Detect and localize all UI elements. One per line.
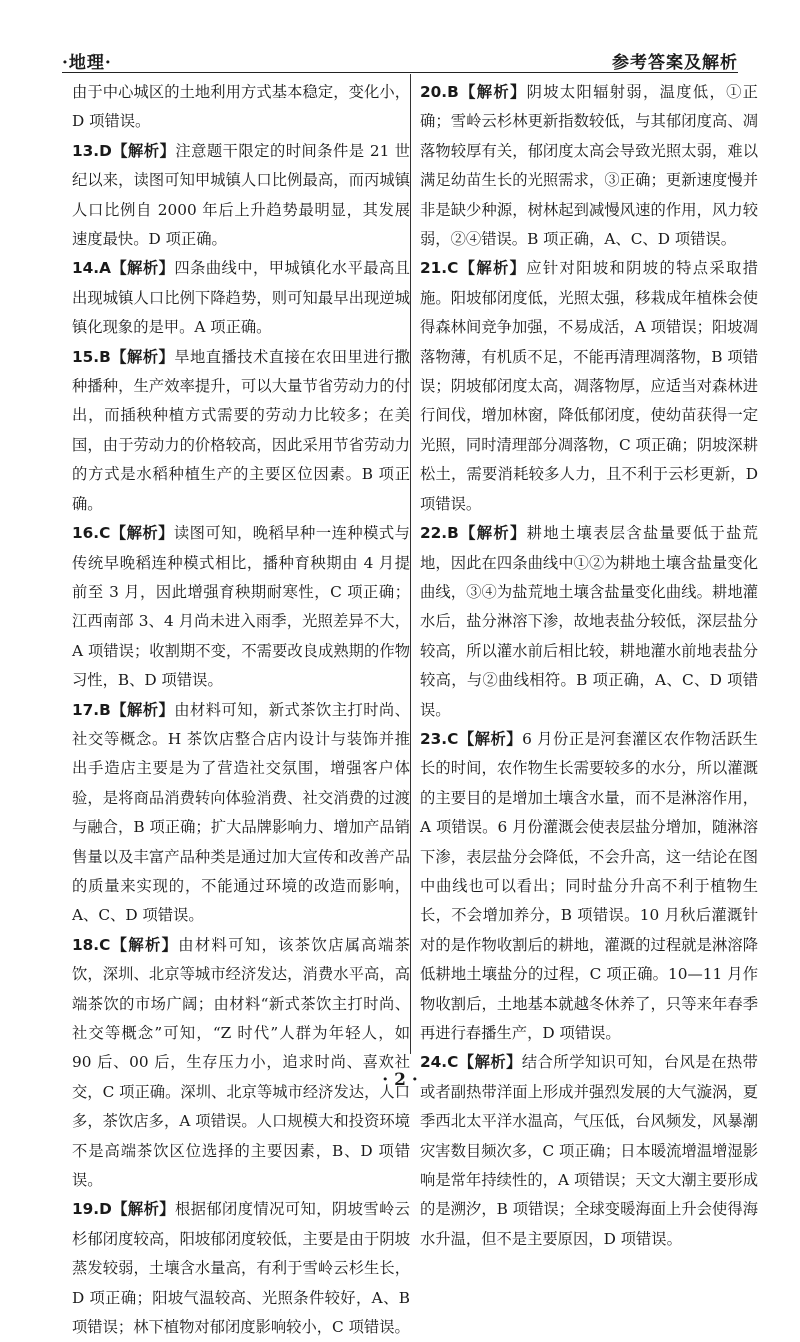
answer-item: 14.A【解析】四条曲线中，甲城镇化水平最高且出现城镇人口比例下降趋势，则可知最早出现逆城镇化现象的是甲。A 项正确。 bbox=[72, 259, 410, 337]
subject-label: ·地理· bbox=[62, 53, 112, 73]
answer-item: 16.C【解析】读图可知，晚稻早种一连种模式与传统早晚稻连种模式相比，播种育秧期由 4 月提前至 3 月，因此增强育秧期耐寒性，C 项正确；江西南部 3、4 月尚未进入雨季，光照差异不大，A 项错误；收割期不变，不需要改良成熟期的作物习性，B、D 项错误。 bbox=[72, 524, 410, 690]
left-column bbox=[72, 78, 410, 1337]
answer-item: 13.D【解析】注意题干限定的时间条件是 21 世纪以来，读图可知甲城镇人口比例最高，而丙城镇人口比例自 2000 年后上升趋势最明显，其发展速度最快。D 项正确。 bbox=[72, 141, 410, 249]
answer-item: 20.B【解析】阴坡太阳辐射弱，温度低，①正确；雪岭云杉林更新指数较低，与其郁闭度高、凋落物较厚有关，郁闭度太高会导致光照太弱，难以满足幼苗生长的光照需求，③正确；更新速度慢并非是缺少种源，树林起到减慢风速的作用，风力较弱，②④错误。B 项正确，A、C、D 项错误。 bbox=[420, 83, 758, 249]
answer-item: 18.C【解析】由材料可知，该茶饮店属高端茶饮，深圳、北京等城市经济发达，消费水平高，高端茶饮的市场广阔；由材料“新式茶饮主打时尚、社交等概念”可知，“Z 时代”人群为年轻人，如 90 后、00 后，生存压力小，追求时尚、喜欢社交，C 项正确。深圳、北京等城市经济发达，人口多，茶饮店多，A 项错误。人口规模大和投资环境不是高端茶饮区位选择的主要因素，B、D 项错误。 bbox=[72, 935, 410, 1190]
answer-item: 23.C【解析】6 月份正是河套灌区农作物活跃生长的时间，农作物生长需要较多的水分，所以灌溉的主要目的是增加土壤含水量，而不是淋溶作用，A 项错误。6 月份灌溉会使表层盐分增加，随淋溶下渗，表层盐分会降低，不会升高，这一结论在图中曲线也可以看出；同时盐分升高不利于植物生长，不会增加养分，B 项错误。10 月秋后灌溉针对的是作物收割后的耕地，灌溉的过程就是淋溶降低耕地土壤盐分的过程，C 项正确。10—11 月作物收割后，土地基本就越冬休养了，只等来年春季再进行春播生产，D 项错误。 bbox=[420, 729, 758, 1042]
answer-item: 19.D【解析】根据郁闭度情况可知，阴坡雪岭云杉郁闭度较高，阳坡郁闭度较低，主要是由于阴坡蒸发较弱，土壤含水量高，有利于雪岭云杉生长，D 项正确；阳坡气温较高、光照条件较好，A、B 项错误；林下植物对郁闭度影响较小，C 项错误。 bbox=[72, 1200, 410, 1337]
page-header bbox=[62, 46, 738, 73]
page-number: · 2 · bbox=[382, 1070, 418, 1090]
header-title: 参考答案及解析 bbox=[612, 53, 738, 73]
answer-item: 17.B【解析】由材料可知，新式茶饮主打时尚、社交等概念。H 茶饮店整合店内设计与装饰并推出手造店主要是为了营造社交氛围，增强客户体验，是将商品消费转向体验消费、社交消费的过渡与融合，B 项正确；扩大品牌影响力、增加产品销售量以及丰富产品种类是通过加大宣传和改善产品的质量来实现的，不能通过环境的改造而影响，A、C、D 项错误。 bbox=[72, 700, 410, 925]
answer-item: 22.B【解析】耕地土壤表层含盐量要低于盐荒地，因此在四条曲线中①②为耕地土壤含盐量变化曲线，③④为盐荒地土壤含盐量变化曲线。耕地灌水后，盐分淋溶下渗，故地表盐分较低，深层盐分较高，所以灌水前后相比较，耕地灌水前地表盐分较高，与②曲线相符。B 项正确，A、C、D 项错误。 bbox=[420, 524, 758, 719]
answer-item: 21.C【解析】应针对阳坡和阴坡的特点采取措施。阳坡郁闭度低，光照太强，移栽成年植株会使得森林间竞争加强，不易成活，A 项错误；阳坡凋落物薄，有机质不足，不能再清理凋落物，B 项错误；阴坡郁闭度太高，凋落物厚，应适当对森林进行间伐，增加林窗，降低郁闭度，使幼苗获得一定光照，同时清理部分凋落物，C 项正确；阴坡深耕松土，需要消耗较多人力，且不利于云杉更新，D 项错误。 bbox=[420, 259, 758, 513]
answer-item: 由于中心城区的土地利用方式基本稳定，变化小，D 项错误。 bbox=[72, 83, 410, 131]
answer-item: 24.C【解析】结合所学知识可知，台风是在热带或者副热带洋面上形成并强烈发展的大气漩涡，夏季西北太平洋水温高，气压低，台风频发，风暴潮灾害数目频次多，C 项正确；日本暖流增温增湿影响是常年持续性的，A 项错误；天文大潮主要形成的是溯汐，B 项错误；全球变暖海面上升会使得海水升温，但不是主要原因，D 项错误。 bbox=[420, 1053, 758, 1248]
column-divider bbox=[410, 74, 411, 1054]
answer-item: 15.B【解析】旱地直播技术直接在农田里进行撒种播种，生产效率提升，可以大量节省劳动力的付出，而插秧种植方式需要的劳动力比较多；在美国，由于劳动力的价格较高，因此采用节省劳动力的方式是水稻种植生产的主要区位因素。B 项正确。 bbox=[72, 347, 410, 513]
right-column bbox=[420, 78, 758, 1248]
